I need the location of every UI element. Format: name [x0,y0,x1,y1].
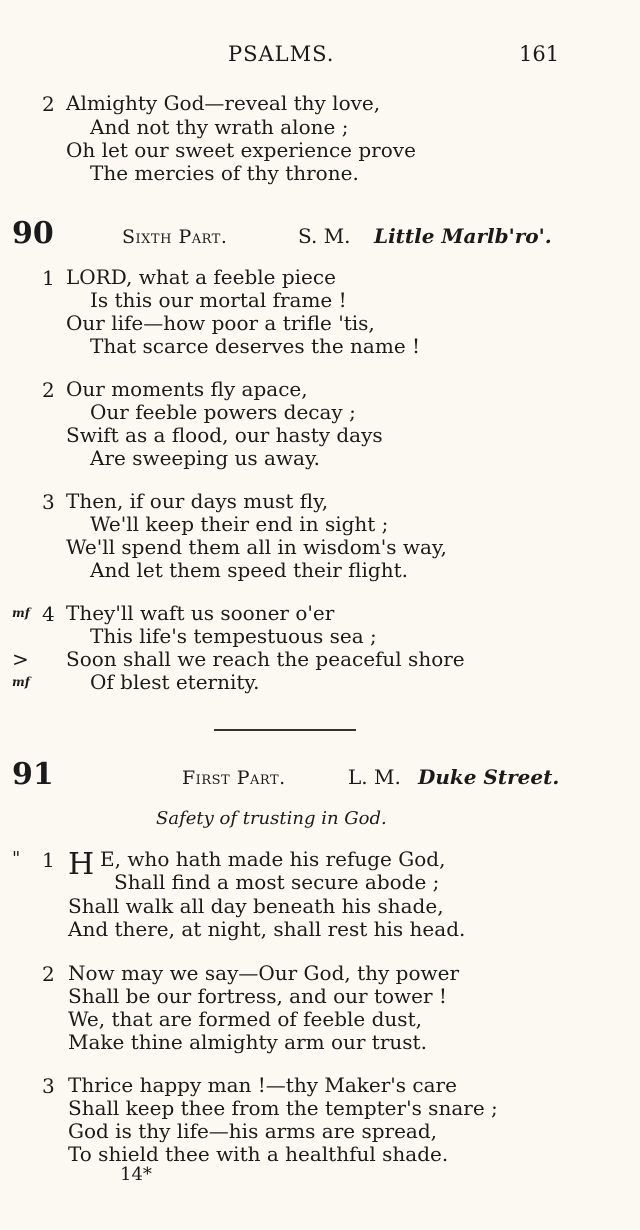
psalm-subtitle: Safety of trusting in God. [156,808,387,829]
stanza-number: 2 [42,962,55,986]
verse-line: The mercies of thy throne. [90,161,359,185]
dynamic-mark-mf: mf [12,606,30,620]
accent-mark: > [12,647,29,671]
verse-line: That scarce deserves the name ! [90,334,421,358]
stanza-number: 2 [42,92,55,116]
verse-line: And there, at night, shall rest his head. [68,917,466,941]
verse-line: Shall walk all day beneath his shade, [68,894,444,918]
stanza-number: 3 [42,1074,55,1098]
verse-line: They'll waft us sooner o'er [66,601,335,625]
verse-line: Soon shall we reach the peaceful shore [66,647,465,671]
verse-line: Shall be our fortress, and our tower ! [68,984,447,1008]
verse-line: And not thy wrath alone ; [90,115,349,139]
verse-line: Our feeble powers decay ; [90,400,356,424]
verse-line: And let them speed their flight. [90,558,408,582]
section-divider [214,729,356,731]
verse-line: Are sweeping us away. [90,446,320,470]
verse-line: Then, if our days must fly, [66,489,329,513]
verse-line: To shield thee with a healthful shade. [68,1142,449,1166]
verse-line: LORD, what a feeble piece [66,265,336,289]
running-header: PSALMS. [228,42,335,66]
part-label: Sixth Part. [122,226,228,248]
verse-line: Swift as a flood, our hasty days [66,423,383,447]
signature-mark: 14* [120,1164,152,1185]
psalm-number: 91 [12,757,54,792]
psalm-number: 90 [12,216,54,251]
meter-label: S. M. [298,224,351,248]
verse-line: Almighty God—reveal thy love, [66,91,381,115]
part-label: First Part. [182,767,286,789]
tune-name: Little Marlb'ro'. [374,224,552,248]
verse-line: We'll keep their end in sight ; [90,512,389,536]
verse-line: We, that are formed of feeble dust, [68,1007,422,1031]
verse-line: E, who hath made his refuge God, [100,847,446,871]
stanza-number: 1 [42,848,55,872]
verse-line: Now may we say—Our God, thy power [68,961,460,985]
verse-line: Shall keep thee from the tempter's snare ; [68,1096,498,1120]
verse-line: Make thine almighty arm our trust. [68,1030,427,1054]
verse-line: Of blest eternity. [90,670,260,694]
dynamic-mark-mf: mf [12,675,30,689]
verse-line: Our moments fly apace, [66,377,308,401]
verse-line: Shall find a most secure abode ; [114,870,440,894]
stanza-number: 2 [42,378,55,402]
meter-label: L. M. [348,765,401,789]
verse-line: This life's tempestuous sea ; [90,624,377,648]
verse-line: Is this our mortal frame ! [90,288,347,312]
verse-line: Our life—how poor a trifle 'tis, [66,311,375,335]
page-number: 161 [519,42,560,66]
stanza-number: 4 [42,602,55,626]
verse-line: Thrice happy man !—thy Maker's care [68,1073,457,1097]
stanza-number: 1 [42,266,55,290]
tune-name: Duke Street. [418,765,560,789]
drop-cap: H [68,847,95,882]
verse-line: We'll spend them all in wisdom's way, [66,535,447,559]
verse-line: God is thy life—his arms are spread, [68,1119,437,1143]
verse-line: Oh let our sweet experience prove [66,138,416,162]
stanza-number: 3 [42,490,55,514]
margin-mark: " [12,848,21,869]
